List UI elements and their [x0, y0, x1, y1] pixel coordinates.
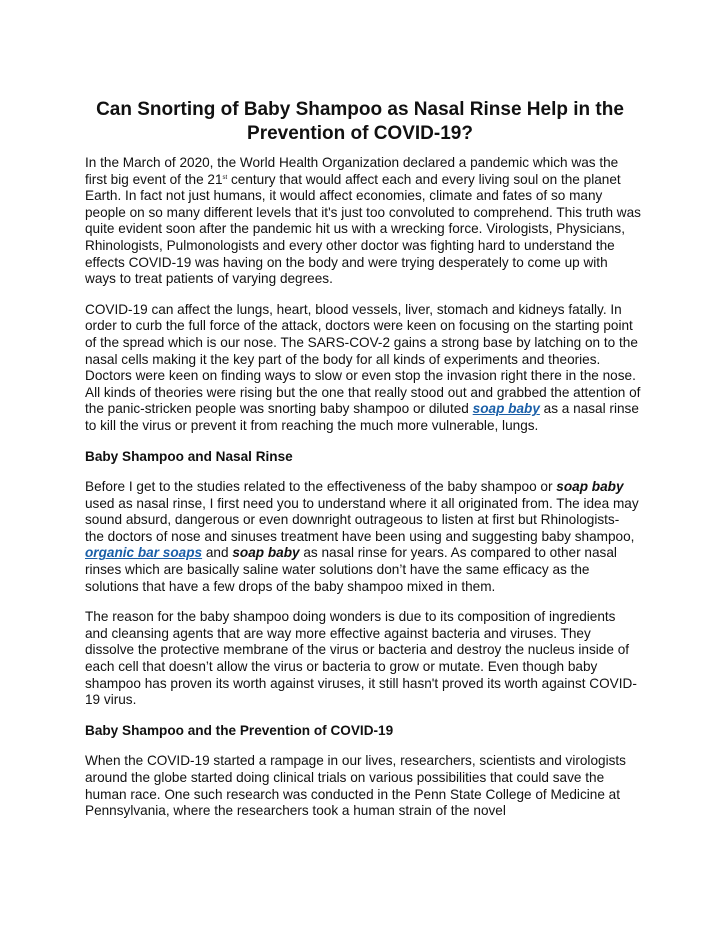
ordinal-suffix: st — [222, 174, 228, 181]
soap-baby-emphasis-1: soap baby — [556, 479, 624, 495]
paragraph-1-text-b: century that would affect each and every living soul on the planet Earth. In fact not just humans, it would affect economies, climate and fates of so many people on so many different levels that it's just too convoluted to comprehend. This truth was quite evident soon after the pandemic hit us with a wrecking force. Virologists, Physicians, Rhinologists, Pulmonologists and every other doctor was fighting hard to understand the effects COVID-19 was having on the body and were trying desperately to come up with ways to treat patients of varying degrees. — [85, 171, 641, 287]
section-heading-nasal-rinse: Baby Shampoo and Nasal Rinse — [85, 448, 293, 464]
paragraph-3-text-d: as nasal rinse for years. As compared to other nasal rinses which are basically saline water solutions don’t have the same efficacy as the solutions that have a few drops of the baby shampoo mixed in them. — [85, 545, 617, 594]
paragraph-2-text-b: as a nasal rinse to kill the virus or prevent it from reaching the much more vulnerable, lungs. — [85, 401, 639, 433]
paragraph-3-text-c: and — [202, 545, 233, 561]
document-title: Can Snorting of Baby Shampoo as Nasal Rinse Help in the Prevention of COVID-19? — [96, 99, 624, 144]
organic-bar-soaps-link[interactable]: organic bar soaps — [85, 545, 203, 561]
paragraph-2-text-a: COVID-19 can affect the lungs, heart, blood vessels, liver, stomach and kidneys fatally. In order to curb the full force of the attack, doctors were keen on focusing on the starting point of the spread which is our nose. The SARS-COV-2 gains a strong base by latching on to the nasal cells making it the key part of the body for all kinds of experiments and theories. Doctors were keen on finding ways to slow or even stop the invasion right there in the nose. All kinds of theories were rising but the one that really stood out and grabbed the attention of the panic-stricken people was snorting baby shampoo or diluted — [85, 301, 641, 417]
paragraph-1 — [85, 155, 641, 288]
paragraph-2 — [85, 302, 641, 435]
paragraph-3-text-a: Before I get to the studies related to the effectiveness of the baby shampoo or — [85, 479, 557, 495]
paragraph-4: The reason for the baby shampoo doing wonders is due to its composition of ingredients and cleansing agents that are way more effective against bacteria and viruses. They dissolve the protective membrane of the virus or bacteria and destroy the nucleus inside of each cell that doesn’t allow the virus or bacteria to grow or mutate. Even though baby shampoo has proven its worth against viruses, it still hasn't proved its worth against COVID-19 virus. — [85, 609, 637, 708]
paragraph-3 — [85, 479, 641, 595]
document-body — [85, 155, 641, 834]
paragraph-1-text-a: In the March of 2020, the World Health Organization declared a pandemic which was the first big event of the 21 — [85, 155, 619, 187]
soap-baby-link[interactable]: soap baby — [472, 401, 540, 417]
section-heading-covid-prevention: Baby Shampoo and the Prevention of COVID-19 — [85, 722, 394, 738]
paragraph-5: When the COVID-19 started a rampage in our lives, researchers, scientists and virologists around the globe started doing clinical trials on various possibilities that could save the human race. One such research was conducted in the Penn State College of Medicine at Pennsylvania, where the researchers took a human strain of the novel — [85, 753, 626, 819]
paragraph-3-text-b: used as nasal rinse, I first need you to understand where it all originated from. The idea may sound absurd, dangerous or even downright outrageous to listen at first but Rhinologists- the doctors of nose and sinuses treatment have been using and suggesting baby shampoo, — [85, 495, 639, 544]
soap-baby-emphasis-2: soap baby — [232, 545, 300, 561]
